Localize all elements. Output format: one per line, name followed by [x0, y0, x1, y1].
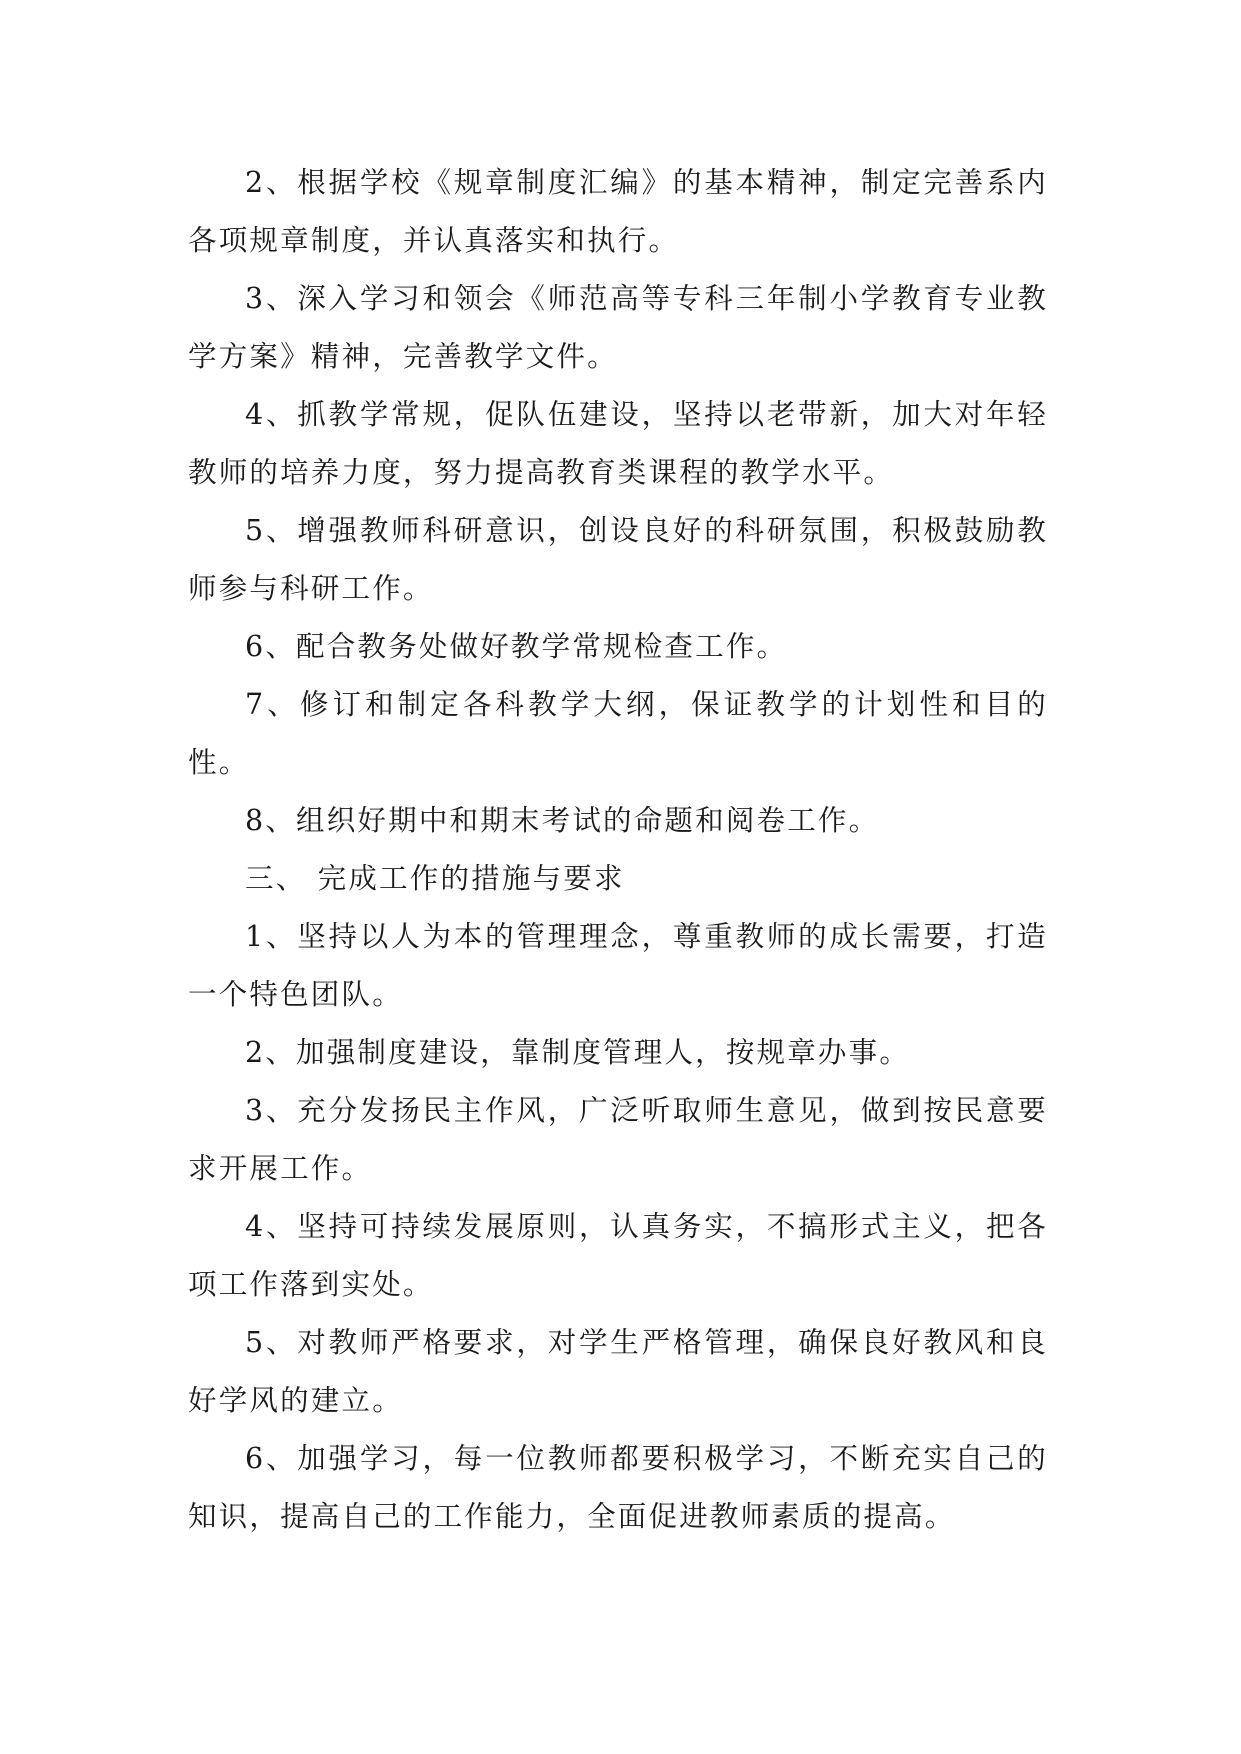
- paragraph-measure-3: 3、充分发扬民主作风，广泛听取师生意见，做到按民意要求开展工作。: [188, 1094, 1048, 1185]
- document-body: [188, 154, 1048, 1546]
- paragraph-item-2-rules: 2、根据学校《规章制度汇编》的基本精神，制定完善系内各项规章制度，并认真落实和执行。: [188, 166, 1048, 257]
- paragraph-item-8-exams: 8、组织好期中和期末考试的命题和阅卷工作。: [245, 804, 880, 837]
- paragraph-item-3-teaching-plan: 3、深入学习和领会《师范高等专科三年制小学教育专业教学方案》精神，完善教学文件。: [188, 282, 1048, 373]
- section-heading-measures: 三、 完成工作的措施与要求: [245, 862, 625, 895]
- paragraph-measure-6: 6、加强学习，每一位教师都要积极学习，不断充实自己的知识，提高自己的工作能力，全面促进教师素质的提高。: [188, 1442, 1048, 1533]
- paragraph-item-7-syllabus: 7、修订和制定各科教学大纲，保证教学的计划性和目的性。: [188, 688, 1048, 779]
- paragraph-item-4-routine: 4、抓教学常规，促队伍建设，坚持以老带新，加大对年轻教师的培养力度，努力提高教育类课程的教学水平。: [188, 398, 1048, 489]
- paragraph-measure-5: 5、对教师严格要求，对学生严格管理，确保良好教风和良好学风的建立。: [188, 1326, 1048, 1417]
- paragraph-measure-4: 4、坚持可持续发展原则，认真务实，不搞形式主义，把各项工作落到实处。: [188, 1210, 1048, 1301]
- paragraph-measure-2: 2、加强制度建设，靠制度管理人，按规章办事。: [245, 1036, 911, 1069]
- paragraph-item-5-research: 5、增强教师科研意识，创设良好的科研氛围，积极鼓励教师参与科研工作。: [188, 514, 1048, 605]
- paragraph-measure-1: 1、坚持以人为本的管理理念，尊重教师的成长需要，打造一个特色团队。: [188, 920, 1048, 1011]
- paragraph-item-6-inspection: 6、配合教务处做好教学常规检查工作。: [245, 630, 788, 663]
